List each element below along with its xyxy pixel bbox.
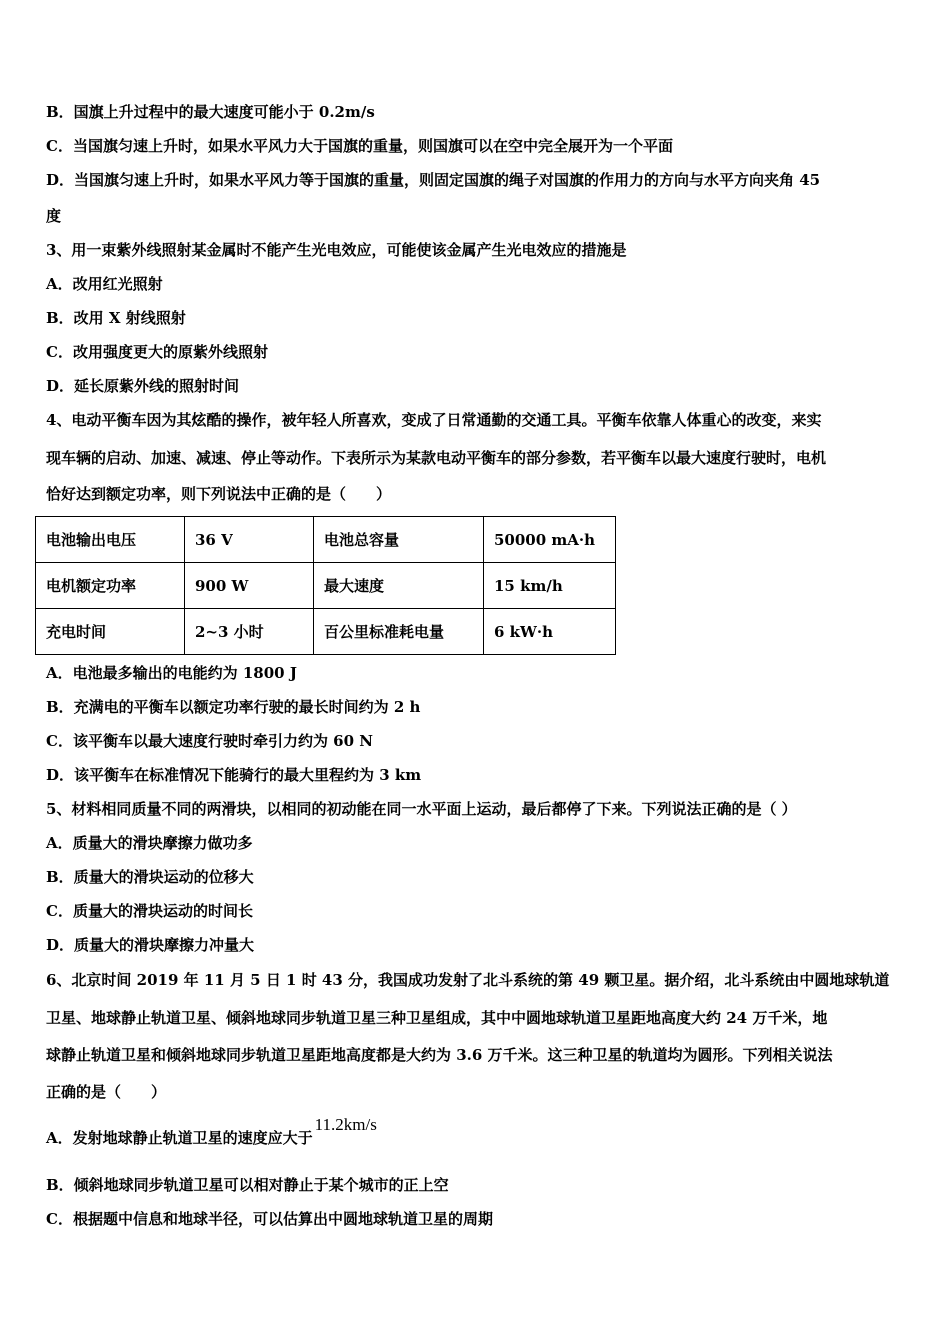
q3-option-b: B．改用 X 射线照射	[46, 309, 186, 327]
q6-stem-line2: 卫星、地球静止轨道卫星、倾斜地球同步轨道卫星三种卫星组成，其中中圆地球轨道卫星距地高度大约 24 万千米，地	[46, 1009, 828, 1027]
table-cell: 50000 mA·h	[484, 517, 616, 563]
table-cell: 最大速度	[314, 563, 484, 609]
q5-stem: 5、材料相同质量不同的两滑块，以相同的初动能在同一水平面上运动，最后都停了下来。下列说法正确的是（ ）	[46, 800, 797, 818]
table-cell: 充电时间	[36, 609, 185, 655]
table-row	[36, 517, 616, 563]
q4-stem-line2: 现车辆的启动、加速、减速、停止等动作。下表所示为某款电动平衡车的部分参数，若平衡车以最大速度行驶时，电机	[46, 449, 827, 467]
q5-option-b: B．质量大的滑块运动的位移大	[46, 868, 254, 886]
q2-option-d-line1: D．当国旗匀速上升时，如果水平风力等于国旗的重量，则固定国旗的绳子对国旗的作用力的方向与水平方向夹角 45	[46, 171, 821, 189]
table-cell: 36 V	[185, 517, 314, 563]
q2-option-c: C．当国旗匀速上升时，如果水平风力大于国旗的重量，则国旗可以在空中完全展开为一个平面	[46, 137, 673, 155]
q6-option-b: B．倾斜地球同步轨道卫星可以相对静止于某个城市的正上空	[46, 1176, 449, 1194]
q4-option-b: B．充满电的平衡车以额定功率行驶的最长时间约为 2 h	[46, 698, 421, 716]
table-cell: 百公里标准耗电量	[314, 609, 484, 655]
q3-option-d: D．延长原紫外线的照射时间	[46, 377, 240, 395]
speed-formula: 11.2km/s	[314, 1115, 377, 1134]
q3-stem: 3、用一束紫外线照射某金属时不能产生光电效应，可能使该金属产生光电效应的措施是	[46, 241, 627, 259]
q4-stem-line3: 恰好达到额定功率，则下列说法中正确的是（ ）	[46, 485, 392, 503]
q2-option-b: B．国旗上升过程中的最大速度可能小于 0.2m/s	[46, 103, 375, 121]
q4-option-d: D．该平衡车在标准情况下能骑行的最大里程约为 3 km	[46, 766, 422, 784]
q4-stem-line1: 4、电动平衡车因为其炫酷的操作，被年轻人所喜欢，变成了日常通勤的交通工具。平衡车依靠人体重心的改变，来实	[46, 411, 822, 429]
q6-stem-line1: 6、北京时间 2019 年 11 月 5 日 1 时 43 分，我国成功发射了北斗系统的第 49 颗卫星。据介绍，北斗系统由中圆地球轨道	[46, 971, 890, 989]
q6-stem-line4: 正确的是（ ）	[46, 1083, 167, 1101]
table-cell: 电机额定功率	[36, 563, 185, 609]
q5-option-c: C．质量大的滑块运动的时间长	[46, 902, 253, 920]
q6-option-a	[46, 1115, 377, 1148]
q6-stem-line3: 球静止轨道卫星和倾斜地球同步轨道卫星距地高度都是大约为 3.6 万千米。这三种卫星的轨道均为圆形。下列相关说法	[46, 1046, 833, 1064]
table-cell: 电池输出电压	[36, 517, 185, 563]
table-cell: 2~3 小时	[185, 609, 314, 655]
q6-option-c: C．根据题中信息和地球半径，可以估算出中圆地球轨道卫星的周期	[46, 1210, 493, 1228]
parameter-table	[35, 516, 616, 655]
table-cell: 电池总容量	[314, 517, 484, 563]
table-cell: 900 W	[185, 563, 314, 609]
table-row	[36, 609, 616, 655]
q3-option-a: A．改用红光照射	[46, 275, 163, 293]
q4-option-a: A．电池最多输出的电能约为 1800 J	[46, 664, 297, 682]
q4-option-c: C．该平衡车以最大速度行驶时牵引力约为 60 N	[46, 732, 373, 750]
q5-option-a: A．质量大的滑块摩擦力做功多	[46, 834, 253, 852]
q6-option-a-text: A．发射地球静止轨道卫星的速度应大于	[46, 1129, 313, 1147]
q3-option-c: C．改用强度更大的原紫外线照射	[46, 343, 268, 361]
q2-option-d-line2: 度	[46, 207, 62, 225]
table-cell: 15 km/h	[484, 563, 616, 609]
table-row	[36, 563, 616, 609]
table-cell: 6 kW·h	[484, 609, 616, 655]
q5-option-d: D．质量大的滑块摩擦力冲量大	[46, 936, 255, 954]
